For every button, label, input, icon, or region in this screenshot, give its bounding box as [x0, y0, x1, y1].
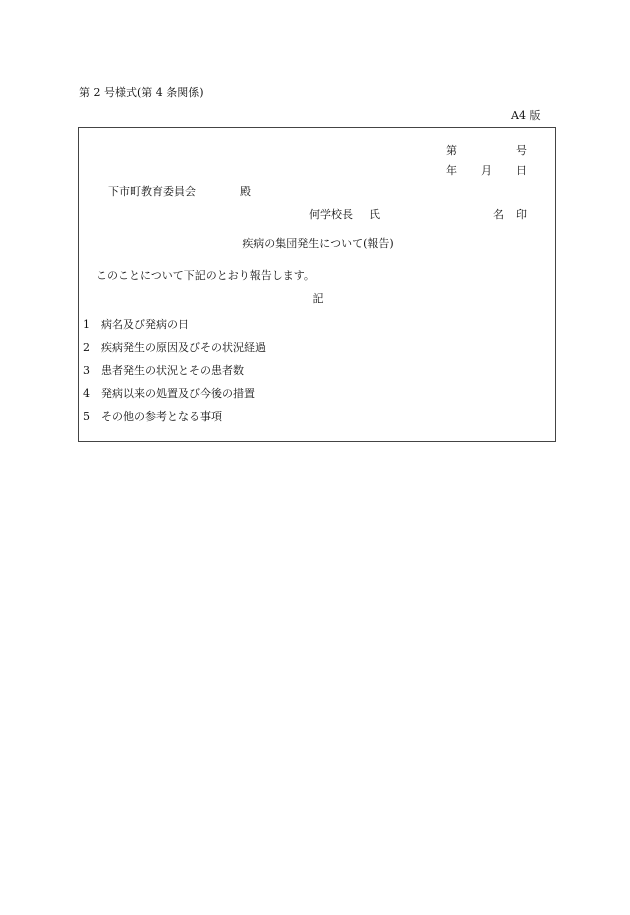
date-day-label: 日 [516, 164, 527, 177]
report-items-list [83, 318, 266, 433]
date-year-label: 年 [446, 164, 457, 177]
sender-title: 何学校長 [309, 208, 353, 221]
list-item [83, 387, 266, 410]
date-month-label: 月 [481, 164, 492, 177]
report-form-box [78, 127, 556, 442]
list-item [83, 364, 266, 387]
item-text: 疾病発生の原因及びその状況経過 [101, 341, 266, 354]
item-text: その他の参考となる事項 [101, 410, 222, 423]
item-text: 病名及び発病の日 [101, 318, 189, 331]
list-item [83, 341, 266, 364]
report-subject: 疾病の集団発生について(報告) [242, 237, 394, 250]
item-number: 5 [83, 410, 90, 423]
form-number-heading: 第 2 号様式(第 4 条関係) [79, 86, 204, 99]
item-text: 患者発生の状況とその患者数 [101, 364, 244, 377]
seal-label: 印 [516, 208, 527, 221]
list-item [83, 318, 266, 341]
report-intro: このことについて下記のとおり報告します。 [96, 269, 315, 282]
document-number-label: 第 [446, 144, 457, 157]
item-number: 4 [83, 387, 90, 400]
paper-size-label: A4 版 [511, 109, 541, 122]
sender-name-prefix: 氏 [369, 208, 380, 221]
item-number: 2 [83, 341, 90, 354]
document-number-suffix: 号 [516, 144, 527, 157]
list-item [83, 410, 266, 433]
addressee: 下市町教育委員会 [108, 185, 196, 198]
item-number: 1 [83, 318, 90, 331]
ki-heading: 記 [312, 292, 324, 305]
item-number: 3 [83, 364, 90, 377]
addressee-honorific: 殿 [240, 185, 251, 198]
sender-name-suffix: 名 [493, 208, 504, 221]
item-text: 発病以来の処置及び今後の措置 [101, 387, 255, 400]
